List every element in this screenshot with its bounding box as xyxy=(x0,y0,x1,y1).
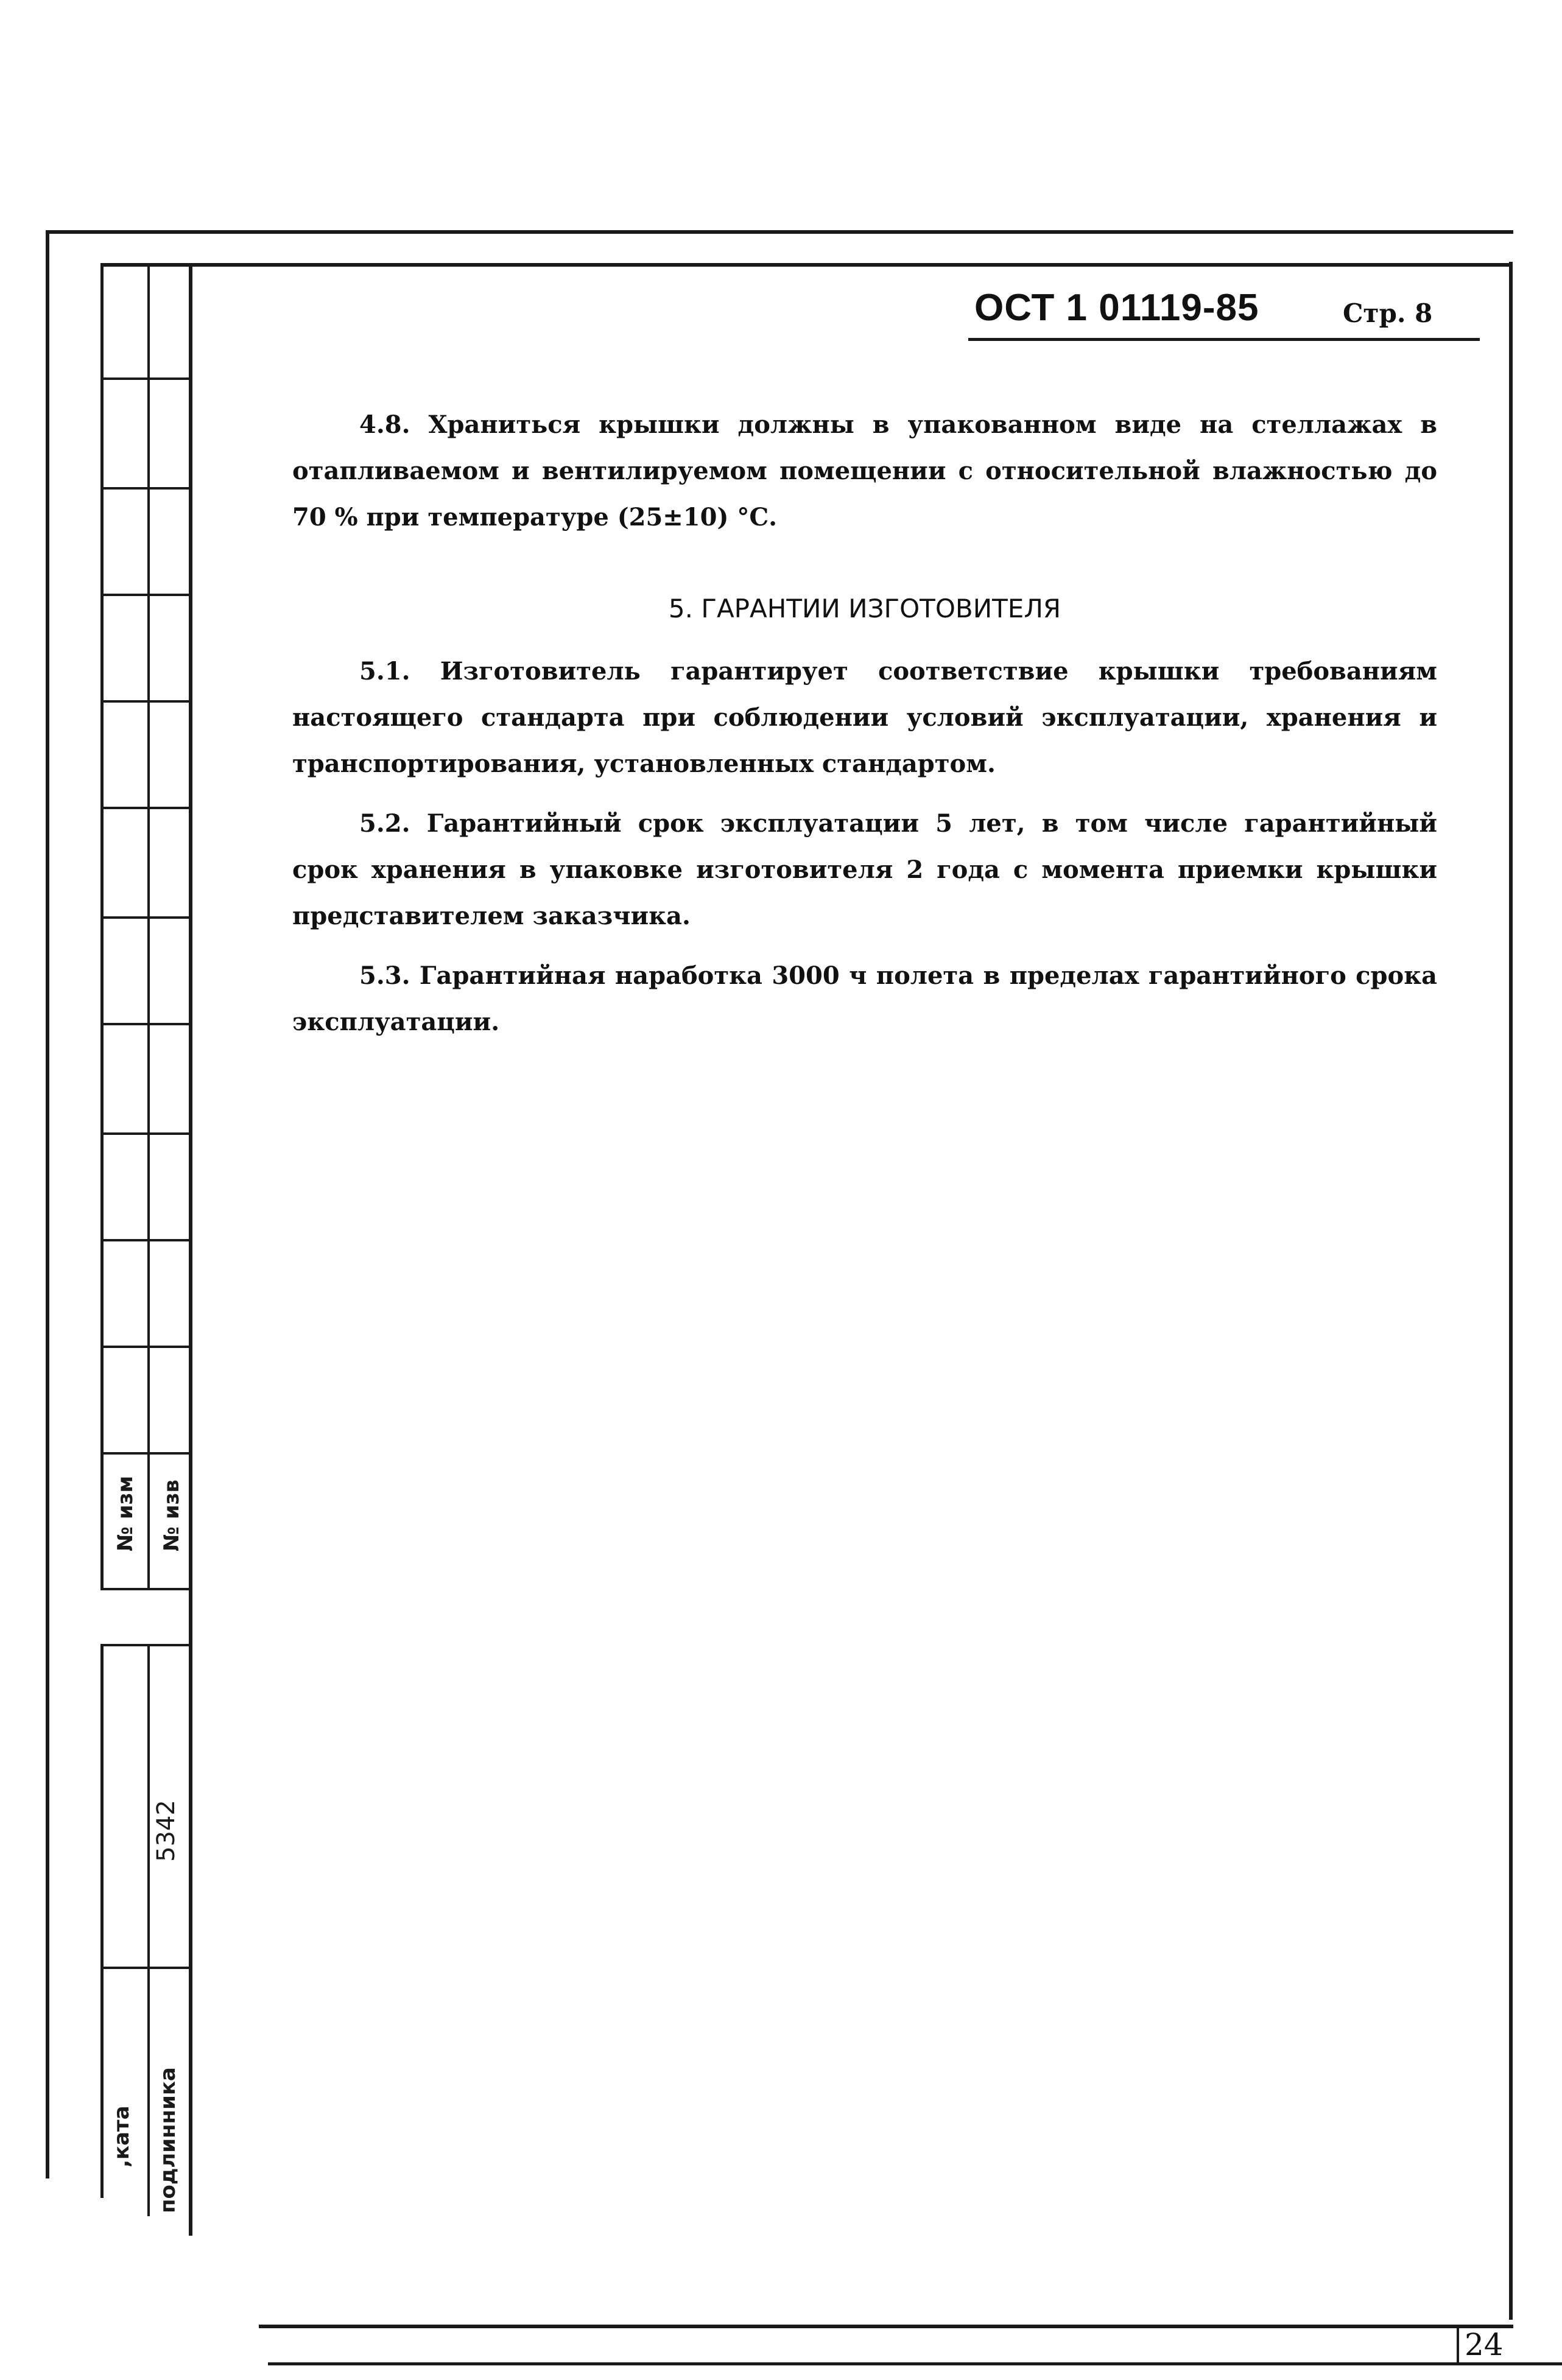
strip-row-divider xyxy=(100,1346,192,1348)
paragraph-5-2 xyxy=(292,801,1437,939)
strip-middle-line xyxy=(147,263,150,1590)
strip-row-divider xyxy=(100,487,192,490)
strip-row-divider xyxy=(100,807,192,809)
strip-left-line xyxy=(100,263,104,1590)
strip2-top-line xyxy=(100,1644,192,1646)
sheet-number-box xyxy=(1457,2327,1459,2364)
strip-row-divider xyxy=(100,700,192,703)
strip-row-divider xyxy=(100,1023,192,1025)
strip-row-divider xyxy=(100,1588,192,1590)
paragraph-5-3 xyxy=(292,953,1437,1045)
paragraph-4-8-text: 4.8. Храниться крышки должны в упакованном виде на стеллажах в отапливаемом и вентилируемом помещении с относительной влажностью до 70 % при температуре (25±10) °С. xyxy=(292,410,1437,532)
strip-label-izm: № изм xyxy=(113,1475,138,1551)
paragraph-5-2-text: 5.2. Гарантийный срок эксплуатации 5 лет, в том числе гарантийный срок хранения в упаковке изготовителя 2 года с момента приемки крышки представителем заказчика. xyxy=(292,809,1437,930)
paragraph-4-8 xyxy=(292,402,1437,541)
page-label: Стр. 8 xyxy=(1343,298,1433,328)
bottom-trim-line xyxy=(268,2362,1562,2365)
strip-row-divider xyxy=(100,377,192,380)
strip-label-data: ,ката xyxy=(110,2105,134,2168)
strip2-divider xyxy=(100,1967,192,1969)
strip-row-divider xyxy=(100,594,192,596)
bottom-border xyxy=(259,2325,1513,2328)
header-underline xyxy=(968,338,1480,341)
strip-right-line xyxy=(189,263,192,2236)
frame-inner-top-border xyxy=(100,263,1512,267)
strip2-left-line xyxy=(100,1644,104,2198)
paragraph-5-1 xyxy=(292,648,1437,787)
frame-left-border xyxy=(46,230,49,2178)
strip-label-podlinnika: подлинника xyxy=(156,2067,180,2213)
frame-right-border xyxy=(1509,262,1513,2320)
paragraph-5-3-text: 5.3. Гарантийная наработка 3000 ч полета в пределах гарантийного срока эксплуатации. xyxy=(292,961,1437,1036)
strip-row-divider xyxy=(100,916,192,919)
inventory-number: 5342 xyxy=(152,1800,180,1862)
paragraph-5-1-text: 5.1. Изготовитель гарантирует соответствие крышки требованиям настоящего стандарта при соблюдении условий эксплуатации, хранения и транспортирования, установленных стандартом. xyxy=(292,657,1437,778)
strip-label-izv: № изв xyxy=(160,1480,184,1551)
document-code: ОСТ 1 01119-85 xyxy=(974,287,1259,329)
strip-row-divider xyxy=(100,1239,192,1241)
sheet-number: 24 xyxy=(1465,2327,1504,2362)
section-5-title: 5. ГАРАНТИИ ИЗГОТОВИТЕЛЯ xyxy=(668,594,1061,623)
strip-row-divider xyxy=(100,1452,192,1455)
frame-top-border xyxy=(46,230,1513,234)
strip-row-divider xyxy=(100,1132,192,1135)
strip2-middle-line xyxy=(147,1644,150,2216)
